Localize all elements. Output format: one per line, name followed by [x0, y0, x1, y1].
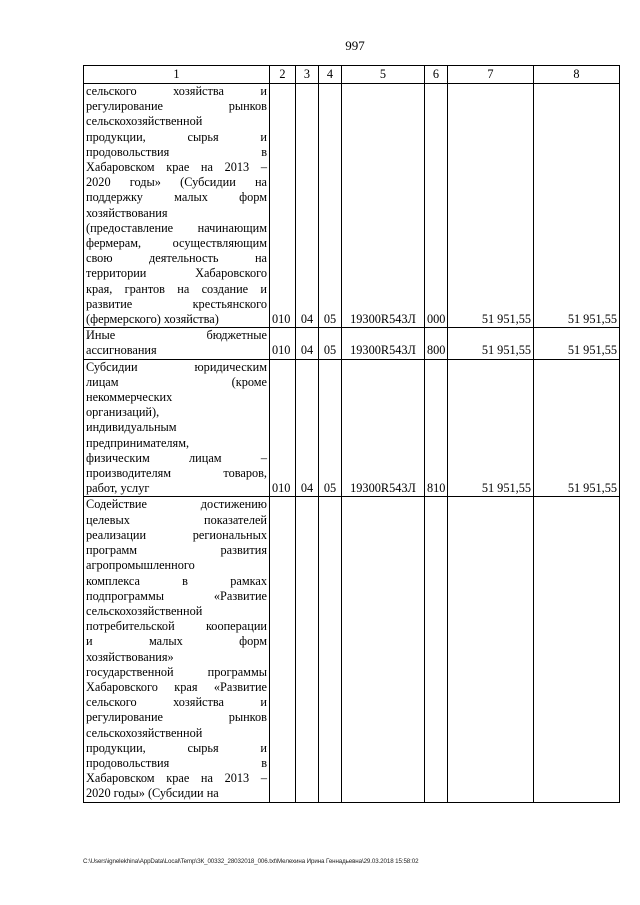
- description-line: (предоставление начинающим: [86, 220, 267, 235]
- description-line: продовольствия в: [86, 144, 267, 159]
- section-code-cell: [296, 497, 319, 802]
- description-line: индивидуальным: [86, 420, 177, 435]
- description-line: некоммерческих: [86, 390, 173, 405]
- description-line: физическим лицам –: [86, 450, 267, 465]
- description-line: (фермерского) хозяйства): [86, 312, 219, 327]
- description-line: ассигнования: [86, 343, 157, 358]
- description-line: поддержку малых форм: [86, 190, 267, 205]
- target-article-cell: 19300R543Л: [342, 84, 425, 328]
- description-line: развитие крестьянского: [86, 296, 267, 311]
- budget-table: [83, 65, 620, 803]
- amount-cell: 51 951,55: [448, 84, 534, 328]
- amount-cell: [448, 497, 534, 802]
- description-line: 2020 годы» (Субсидии на: [86, 786, 219, 801]
- description-line: предпринимателям,: [86, 435, 190, 450]
- description-line: продукции, сырья и: [86, 740, 267, 755]
- description-line: края, грантов на создание и: [86, 281, 267, 296]
- row-description: [84, 497, 270, 802]
- table-row: [84, 84, 620, 328]
- description-line: регулирование рынков: [86, 99, 267, 114]
- description-line: производителям товаров,: [86, 466, 267, 481]
- column-header: 3: [296, 66, 319, 84]
- amount-cell: 51 951,55: [534, 84, 620, 328]
- description-line: хозяйствования: [86, 205, 168, 220]
- file-path-footer: C:\Users\ignelekhina\AppData\Local\Temp\ЗК_00332_28032018_006.txt\Мелехина Ирина Геннадьевна\29.03.2018 15:58:02: [83, 858, 419, 865]
- description-line: сельского хозяйства и: [86, 695, 267, 710]
- subsection-code-cell: 05: [319, 84, 342, 328]
- description-line: свою деятельность на: [86, 251, 267, 266]
- description-line: организаций),: [86, 405, 160, 420]
- row-description: [84, 328, 270, 359]
- description-line: работ, услуг: [86, 481, 150, 496]
- description-line: лицам (кроме: [86, 374, 267, 389]
- ministry-code-cell: 010: [270, 359, 296, 497]
- amount-cell: 51 951,55: [534, 359, 620, 497]
- subsection-code-cell: [319, 497, 342, 802]
- table-header-row: [84, 66, 620, 84]
- description-line: Иные бюджетные: [86, 328, 267, 343]
- description-line: и малых форм: [86, 634, 267, 649]
- subsection-code-cell: 05: [319, 328, 342, 359]
- description-line: продовольствия в: [86, 755, 267, 770]
- description-line: хозяйствования»: [86, 649, 174, 664]
- section-code-cell: 04: [296, 328, 319, 359]
- expense-type-cell: 800: [425, 328, 448, 359]
- page-number: 997: [345, 38, 365, 53]
- ministry-code-cell: 010: [270, 84, 296, 328]
- expense-type-cell: [425, 497, 448, 802]
- amount-cell: 51 951,55: [448, 328, 534, 359]
- amount-cell: 51 951,55: [448, 359, 534, 497]
- subsection-code-cell: 05: [319, 359, 342, 497]
- description-line: фермерам, осуществляющим: [86, 236, 267, 251]
- expense-type-cell: 000: [425, 84, 448, 328]
- description-line: потребительской кооперации: [86, 619, 267, 634]
- description-line: Хабаровском крае на 2013 –: [86, 771, 267, 786]
- description-line: комплекса в рамках: [86, 573, 267, 588]
- description-line: территории Хабаровского: [86, 266, 267, 281]
- column-header: 4: [319, 66, 342, 84]
- description-line: регулирование рынков: [86, 710, 267, 725]
- description-line: целевых показателей: [86, 512, 267, 527]
- description-line: государственной программы: [86, 664, 267, 679]
- target-article-cell: 19300R543Л: [342, 359, 425, 497]
- description-line: сельского хозяйства и: [86, 84, 267, 98]
- table-row: [84, 359, 620, 497]
- description-line: сельскохозяйственной: [86, 725, 203, 740]
- section-code-cell: 04: [296, 84, 319, 328]
- description-line: Хабаровском крае на 2013 –: [86, 160, 267, 175]
- expense-type-cell: 810: [425, 359, 448, 497]
- column-header: 6: [425, 66, 448, 84]
- column-header: 5: [342, 66, 425, 84]
- column-header: 1: [84, 66, 270, 84]
- description-line: 2020 годы» (Субсидии на: [86, 175, 267, 190]
- column-header: 2: [270, 66, 296, 84]
- description-line: реализации региональных: [86, 527, 267, 542]
- amount-cell: [534, 497, 620, 802]
- description-line: Содействие достижению: [86, 497, 267, 512]
- ministry-code-cell: [270, 497, 296, 802]
- description-line: Хабаровского края «Развитие: [86, 679, 267, 694]
- description-line: сельскохозяйственной: [86, 114, 203, 129]
- description-line: агропромышленного: [86, 558, 195, 573]
- target-article-cell: [342, 497, 425, 802]
- section-code-cell: 04: [296, 359, 319, 497]
- amount-cell: 51 951,55: [534, 328, 620, 359]
- column-header: 8: [534, 66, 620, 84]
- target-article-cell: 19300R543Л: [342, 328, 425, 359]
- row-description: [84, 84, 270, 328]
- description-line: сельскохозяйственной: [86, 603, 203, 618]
- description-line: Субсидии юридическим: [86, 359, 267, 374]
- ministry-code-cell: 010: [270, 328, 296, 359]
- description-line: продукции, сырья и: [86, 129, 267, 144]
- description-line: подпрограммы «Развитие: [86, 588, 267, 603]
- row-description: [84, 359, 270, 497]
- column-header: 7: [448, 66, 534, 84]
- description-line: программ развития: [86, 543, 267, 558]
- table-row: [84, 328, 620, 359]
- table-row: [84, 497, 620, 802]
